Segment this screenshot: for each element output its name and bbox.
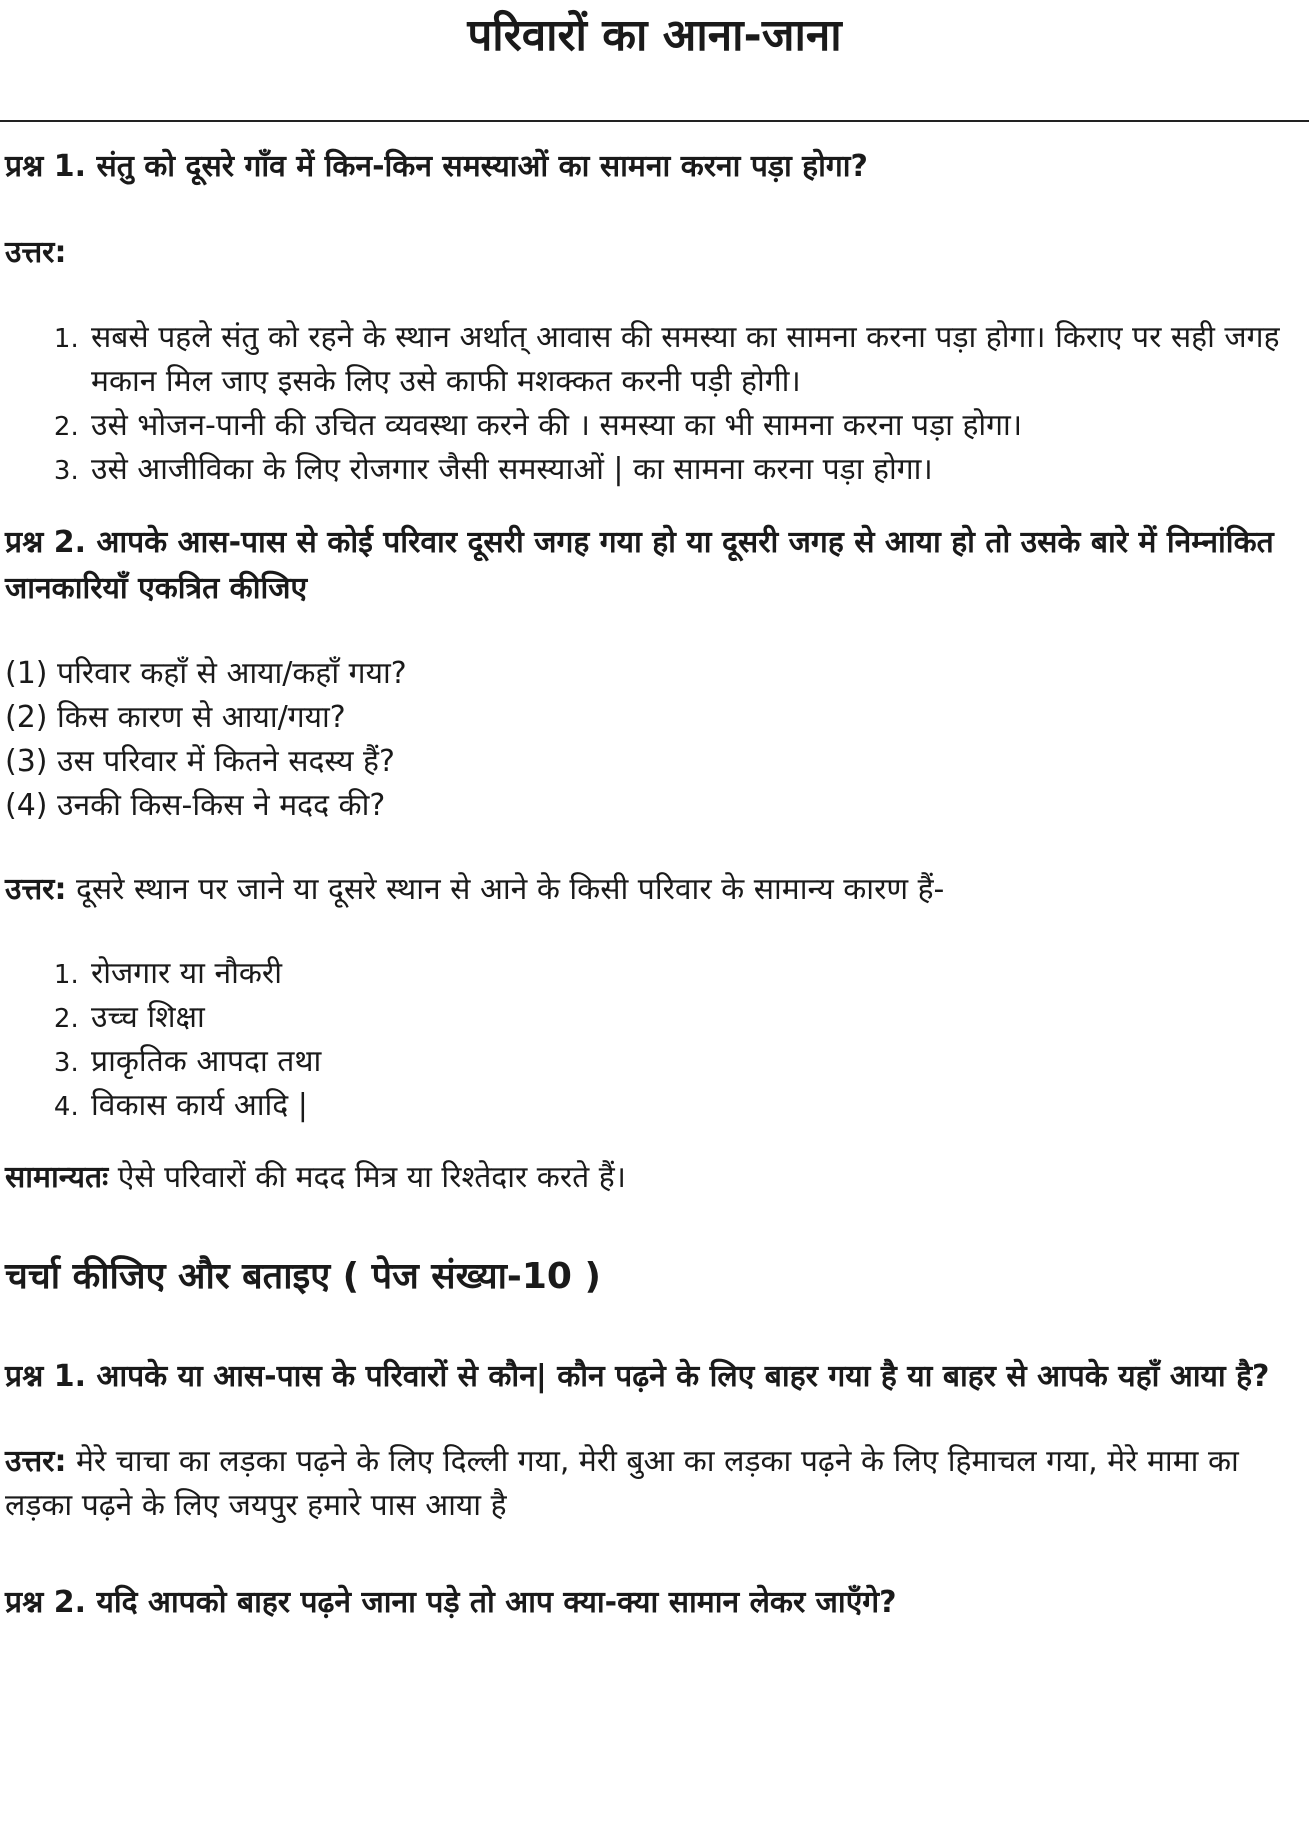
closing-label: सामान्यतः [5,1160,109,1195]
answer-label-1: उत्तर: [5,235,67,270]
section-answer-1 [5,1440,1300,1528]
list-item: 4. विकास कार्य आदि | [87,1084,1300,1128]
page-title: परिवारों का आना-जाना [467,10,842,61]
subquestion-1: (1) परिवार कहाँ से आया/कहाँ गया? [5,656,407,691]
subquestion-3: (3) उस परिवार में कितने सदस्य हैं? [5,744,395,779]
list-item: 3. उसे आजीविका के लिए रोजगार जैसी समस्याओं | का सामना करना पड़ा होगा। [87,448,1300,492]
list-item: 2. उसे भोजन-पानी की उचित व्यवस्था करने की । समस्या का भी सामना करना पड़ा होगा। [87,404,1300,448]
question-2: प्रश्न 2. आपके आस-पास से कोई परिवार दूसरी जगह गया हो या दूसरी जगह से आया हो तो उसके बारे में निम्नांकित जानकारियाँ एकत्रित कीजिए [5,525,1274,606]
section-question-1: प्रश्न 1. आपके या आस-पास के परिवारों से कौन| कौन पढ़ने के लिए बाहर गया है या बाहर से आपके यहाँ आया है? [5,1359,1270,1394]
section-answer-label-1: उत्तर: [5,1444,67,1479]
answer-intro-2: दूसरे स्थान पर जाने या दूसरे स्थान से आने के किसी परिवार के सामान्य कारण हैं- [66,872,945,907]
subquestion-4: (4) उनकी किस-किस ने मदद की? [5,788,386,823]
answer-list-1 [5,316,1300,492]
answer-label-2: उत्तर: [5,872,67,907]
closing-paragraph [5,1156,1300,1200]
list-item: 1. सबसे पहले संतु को रहने के स्थान अर्थात् आवास की समस्या का सामना करना पड़ा होगा। किराए पर सही जगह मकान मिल जाए इसके लिए उसे काफी मशक्कत करनी पड़ी होगी। [87,316,1300,404]
subquestion-2: (2) किस कारण से आया/गया? [5,700,346,735]
answer-paragraph-2 [5,868,1300,912]
list-item: 2. उच्च शिक्षा [87,996,1300,1040]
section-question-2: प्रश्न 2. यदि आपको बाहर पढ़ने जाना पड़े तो आप क्या-क्या सामान लेकर जाएँगे? [5,1585,897,1620]
closing-text: ऐसे परिवारों की मदद मित्र या रिश्तेदार करते हैं। [108,1160,627,1195]
title-divider [0,120,1309,122]
question-1: प्रश्न 1. संतु को दूसरे गाँव में किन-किन समस्याओं का सामना करना पड़ा होगा? [5,149,868,184]
section-heading: चर्चा कीजिए और बताइए ( पेज संख्या-10 ) [5,1256,601,1297]
list-item: 1. रोजगार या नौकरी [87,952,1300,996]
content-area [5,144,1300,1626]
list-item: 3. प्राकृतिक आपदा तथा [87,1040,1300,1084]
section-answer-text-1: मेरे चाचा का लड़का पढ़ने के लिए दिल्ली गया, मेरी बुआ का लड़का पढ़ने के लिए हिमाचल गया, मेरे मामा का लड़का पढ़ने के लिए जयपुर हमारे पास आया है [5,1444,1239,1523]
answer-list-2 [5,952,1300,1128]
